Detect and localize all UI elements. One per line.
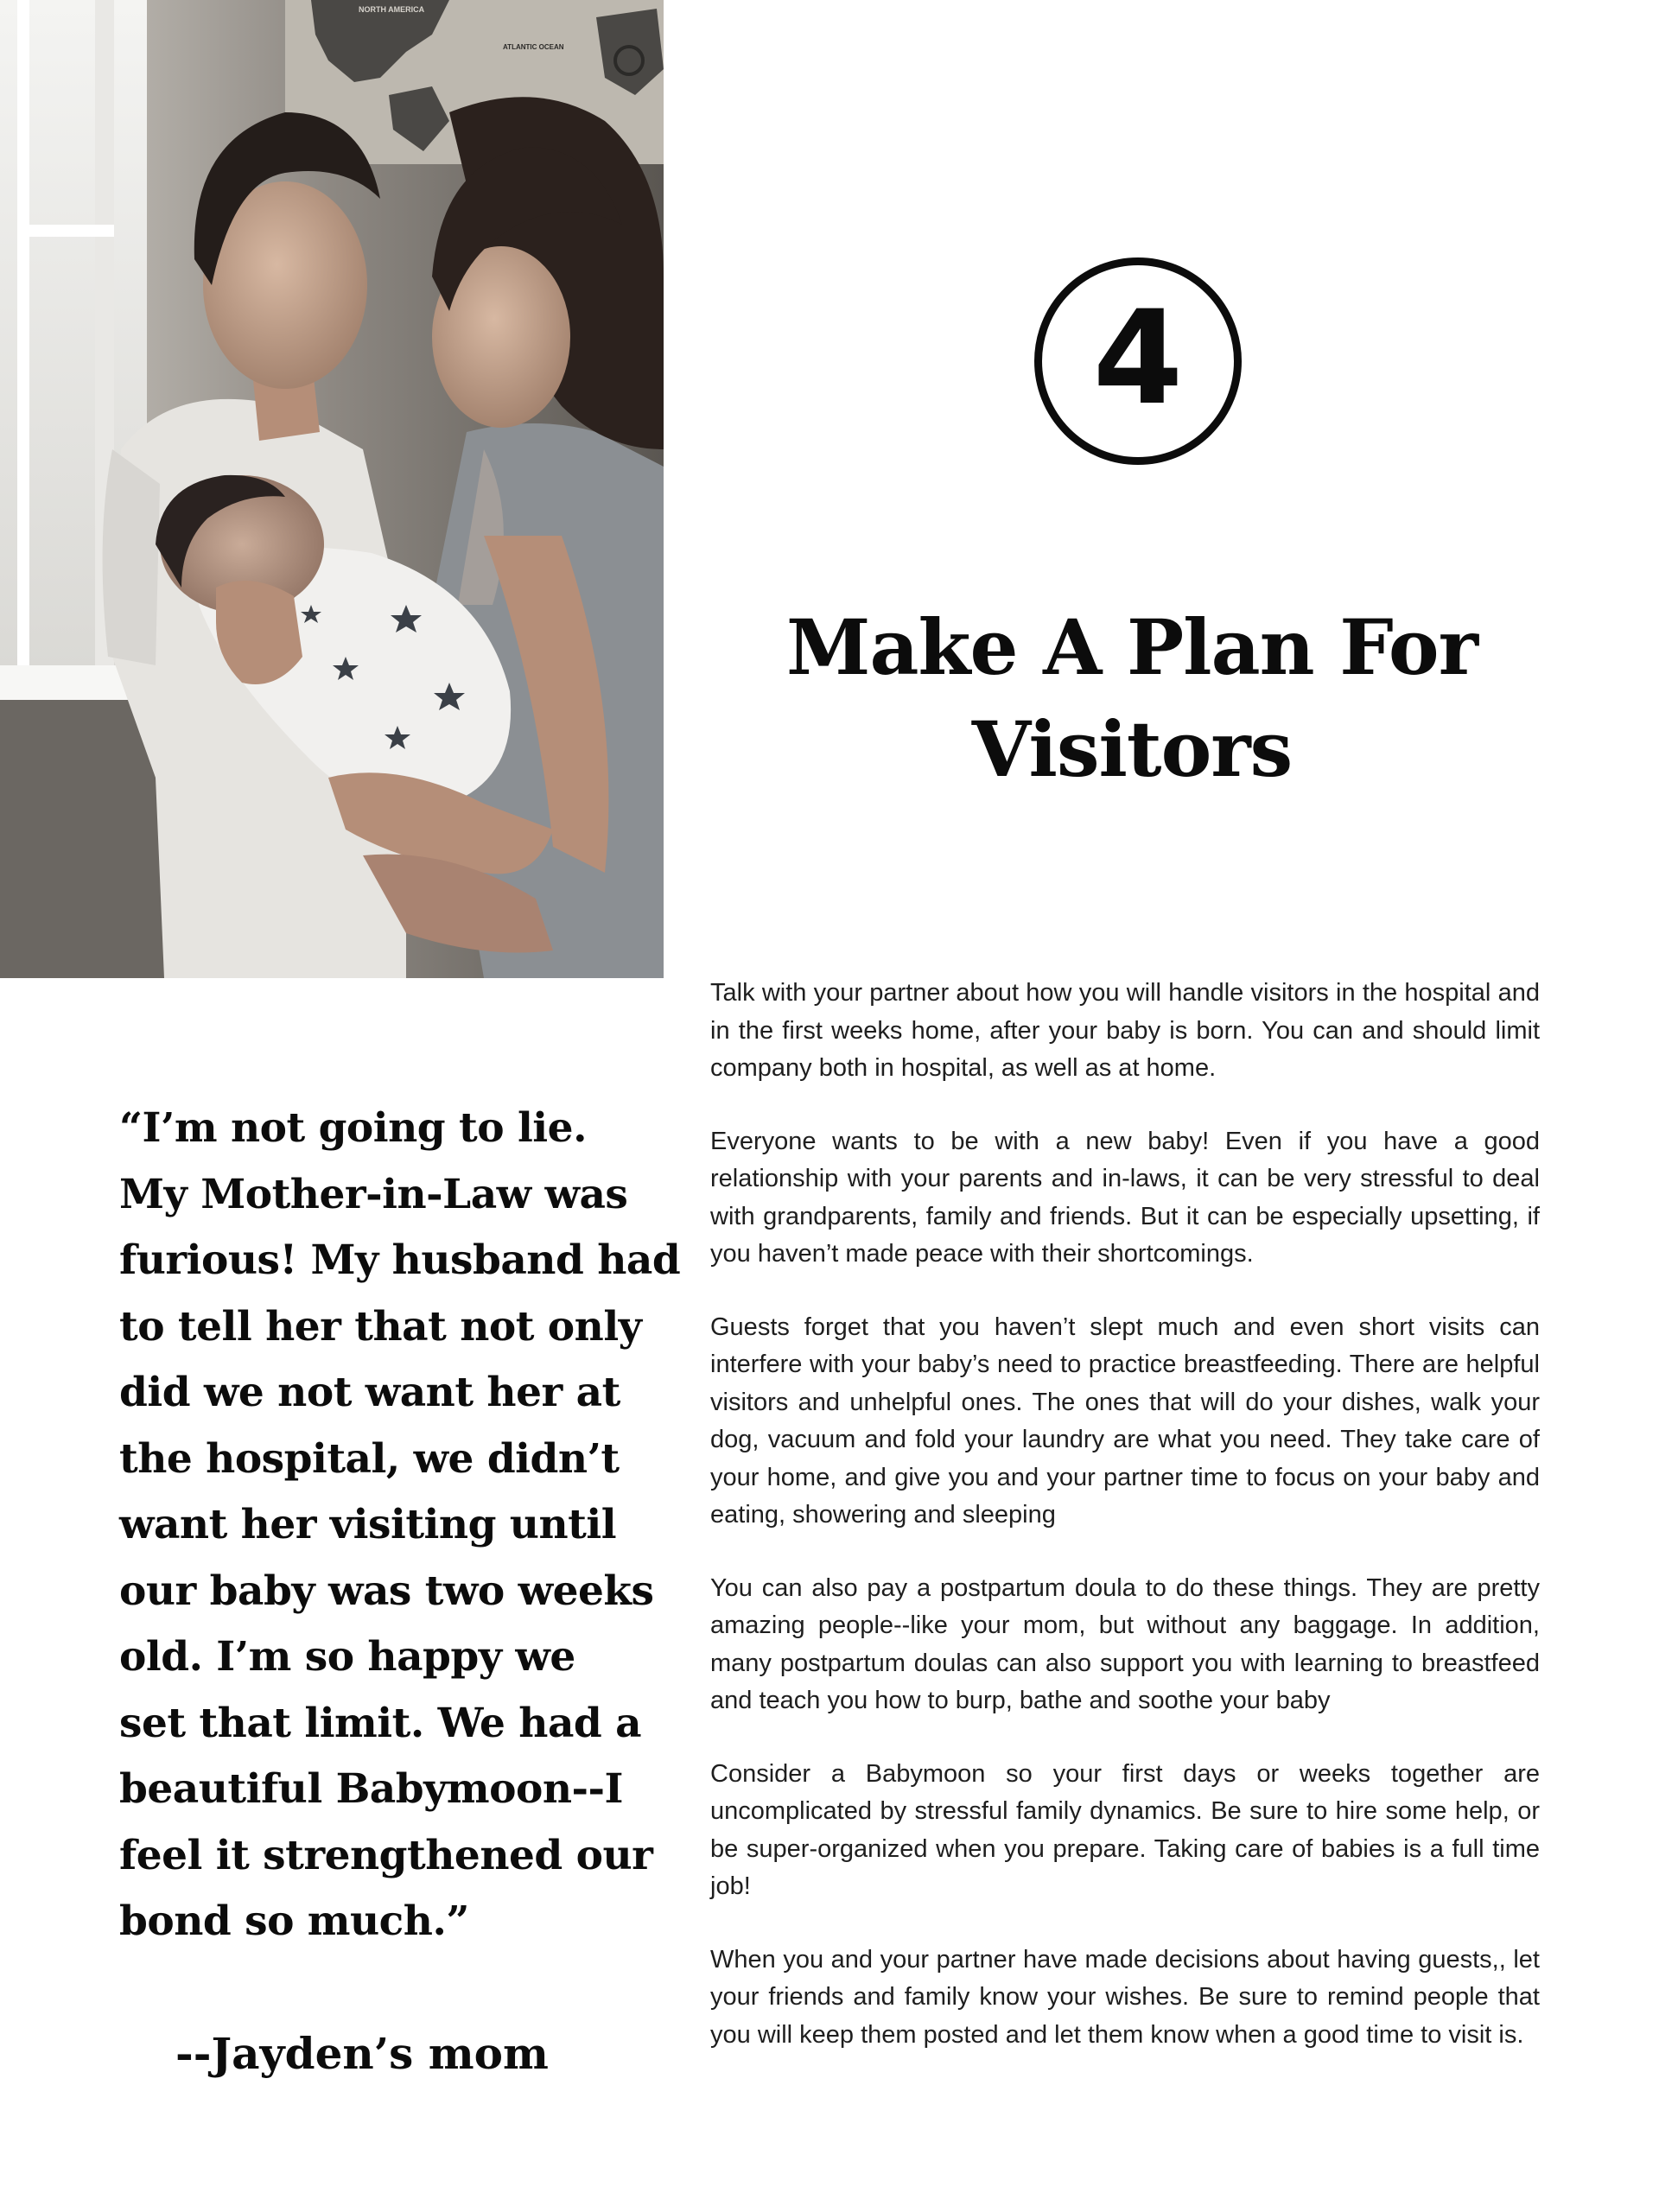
body-paragraph: Guests forget that you haven’t slept much and even short visits can interfere with your baby’s need to practice breastfeeding. There are helpful visitors and unhelpful ones. The ones that will do your dishes, walk your dog, vacuum and fold your laundry are what you need. They take care of your home, and give you and your partner time to focus on your baby and eating, showering and sleeping xyxy=(710,1313,1540,1529)
family-photo xyxy=(0,0,664,978)
page-title-line: Visitors xyxy=(971,704,1293,794)
quote-line: to tell her that not only xyxy=(119,1302,642,1351)
page-title-line: Make A Plan For xyxy=(786,602,1478,692)
step-number: 4 xyxy=(1092,283,1184,434)
body-paragraph: When you and your partner have made decisions about having guests,, let your friends and family know your wishes. Be sure to remind people that you will keep them posted and let them know when a good time to visit is. xyxy=(710,1945,1540,2049)
quote-line: did we not want her at xyxy=(119,1369,620,1416)
step-number-badge xyxy=(1034,257,1242,465)
body-paragraph: You can also pay a postpartum doula to do these things. They are pretty amazing people--like your mom, but without any baggage. In addition, many postpartum doulas can also support you with learning to breastfeed and teach you how to burp, bathe and soothe your baby xyxy=(710,1573,1540,1714)
family-photo-illustration xyxy=(0,0,664,978)
quote-line: beautiful Babymoon--I xyxy=(119,1765,624,1813)
quote-line: our baby was two weeks xyxy=(119,1567,654,1615)
body-paragraph: Consider a Babymoon so your first days or weeks together are uncomplicated by stressful family dynamics. Be sure to hire some help, or be super-organized when you prepare. Taking care of babies is a full time job! xyxy=(710,1759,1540,1900)
testimonial-quote xyxy=(119,1096,681,1955)
map-label-atlantic-ocean: ATLANTIC OCEAN xyxy=(503,43,564,51)
quote-line: set that limit. We had a xyxy=(119,1699,642,1747)
quote-line: furious! My husband had xyxy=(119,1236,681,1284)
map-label-north-america: NORTH AMERICA xyxy=(359,5,425,14)
quote-line: old. I’m so happy we xyxy=(119,1633,575,1681)
body-paragraph: Talk with your partner about how you will handle visitors in the hospital and in the first weeks home, after your baby is born. You can and should limit company both in hospital, as well as at home. xyxy=(710,979,1540,1082)
quote-line: the hospital, we didn’t xyxy=(119,1434,620,1483)
body-paragraph: Everyone wants to be with a new baby! Even if you have a good relationship with your parents and in-laws, it can be very stressful to deal with grandparents, family and friends. But it can be especially upsetting, if you haven’t made peace with their shortcomings. xyxy=(710,1127,1540,1268)
quote-line: bond so much.” xyxy=(119,1897,469,1945)
body-text xyxy=(710,975,1540,2089)
quote-attribution: --Jayden’s mom xyxy=(175,2028,549,2079)
page-title xyxy=(743,596,1521,800)
quote-line: want her visiting until xyxy=(119,1501,617,1548)
quote-line: My Mother-in-Law was xyxy=(119,1170,628,1218)
quote-line: “I’m not going to lie. xyxy=(119,1104,587,1152)
quote-line: feel it strengthened our xyxy=(119,1831,653,1879)
